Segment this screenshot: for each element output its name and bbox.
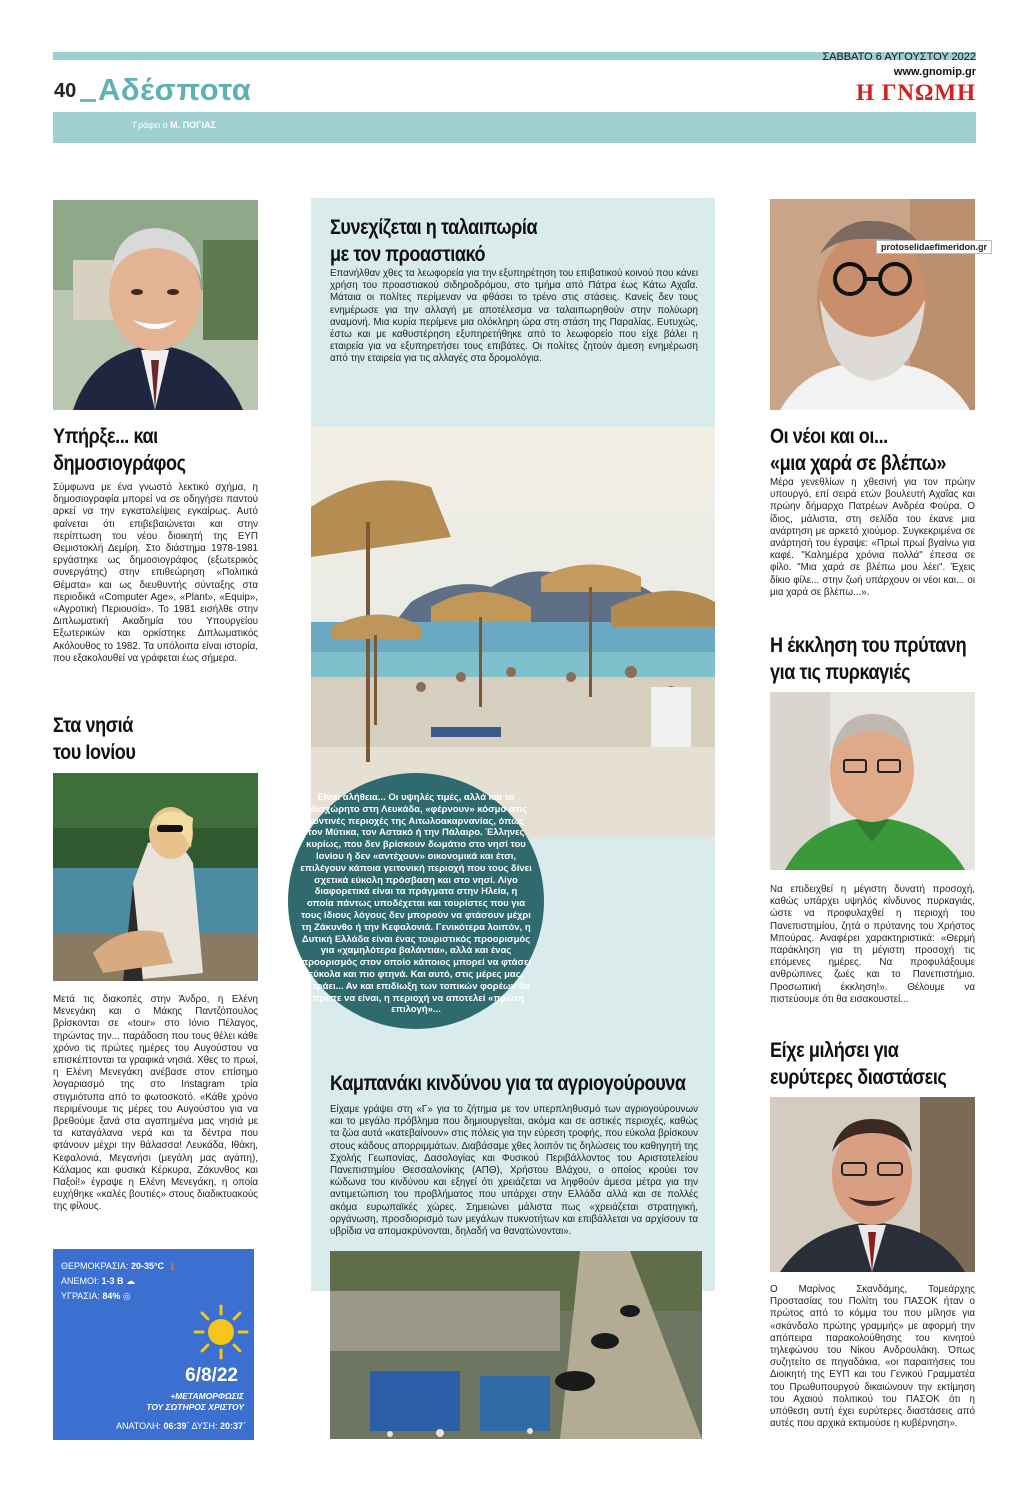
headline-demiris: Υπήρξε... και δημοσιογράφος [53, 425, 186, 475]
feast-day: +ΜΕΤΑΜΟΡΦΩΣΙΣ ΤΟΥ ΣΩΤΗΡΟΣ ΧΡΙΣΤΟΥ [146, 1391, 244, 1412]
weather-temp: ΘΕΡΜΟΚΡΑΣΙΑ: 20-35°C 🌡 [61, 1261, 179, 1271]
article-proastiakos-body: Επανήλθαν χθες τα λεωφορεία για την εξυπηρέτηση του επιβατικού κοινού που κάνει χρήση του προαστιακού σιδηροδρόμου, στο τμήμα από Πάτρα έως Κάτω Αχαΐα. Μάταια οι πολίτες περίμεναν να φθάσει το τρένο στις στάσεις. Κανείς δεν τους ενημέρωσε για την αλλαγή με αποτέλεσμα να ταλαιπωρηθούν στην πολύωρη αναμονή. Μια κυρία περίμενε μια ολόκληρη ώρα στη στάση της Παραλίας. Ευτυχώς, έστω και με καθυστέρηση εξυπηρετήθηκε από το λεωφορείο που είχε βάλει η εταιρεία για να εξυπηρετήσει τους επιβάτες. Οι πολίτες ζητούν άμεση ενημέρωση από την εταιρεία για τις αλλαγές στα δρομολόγια. [330, 268, 698, 365]
headline-skandamis: Είχε μιλήσει για ευρύτερες διαστάσεις [770, 1039, 947, 1089]
weather-humidity: ΥΓΡΑΣΙΑ: 84% ◎ [61, 1291, 131, 1301]
newspaper-logo: Η ΓΝΩΜΗ [856, 80, 976, 105]
quote-circle-text: Είναι αλήθεια... Οι υψηλές τιμές, αλλά και το αδιαχώρητο στη Λευκάδα, «φέρνουν» κόσμο στις κοντινές περιοχές της Αιτωλοακαρνανίας, όπως τον Μύτικα, τον Αστακό ή την Πάλαιρο. Έλληνες κυρίως, που δεν βρίσκουν δωμάτιο στο νησί του Ιονίου ή δεν «αντέχουν» οικονομικά και έτσι, επιλέγουν κάποια γειτονική περιοχή που τους δίνει σχετικά εύκολη πρόσβαση και στο νησί. Λίγο διαφορετικά είναι τα πράγματα στην Ηλεία, η οποία πάντως υποδέχεται και τουρίστες που για τους ίδιους λόγους δεν μπορούν να φτάσουν μέχρι τη Ζάκυνθο ή την Κεφαλονιά. Γενικότερα λοιπόν, η Δυτική Ελλάδα είναι ένας τουριστικός προορισμός για «χαμηλότερα βαλάντια», αλλά και ένας προορισμός στον οποίο κάποιος μπορεί να φτάσει εύκολα και πιο φτηνά. Και αυτό, στις μέρες μας, μετράει... Αν και επιδίωξη των τοπικών φορέων θα έπρεπε να είναι, η περιοχή να αποτελεί «πρώτη επιλογή»... [300, 792, 532, 1016]
source-watermark: protoselidaefimeridon.gr [876, 240, 992, 254]
sun-icon [193, 1304, 249, 1360]
photo-menegaki [53, 773, 258, 981]
photo-beach [311, 427, 715, 837]
page-number: 40 [54, 80, 77, 102]
byline [133, 120, 216, 130]
photo-wild-boars [330, 1251, 702, 1439]
headline-foura: Οι νέοι και οι... «μια χαρά σε βλέπω» [770, 425, 946, 475]
humidity-icon: ◎ [122, 1291, 131, 1301]
sun-times: ΑΝΑΤΟΛΗ: 06:39΄ ΔΥΣΗ: 20:37΄ [115, 1421, 246, 1431]
photo-skandamis [770, 1097, 975, 1272]
wind-icon: ☁ [126, 1276, 136, 1286]
article-skandamis-body: Ο Μαρίνος Σκανδάμης, Τομεάρχης Προστασίας του Πολίτη του ΠΑΣΟΚ ήταν ο πρώτος από το κόμμα του που μίλησε για «σκάνδαλο πρώτης γραμμής» με αφορμή την απόπειρα παρακολούθησης του κινητού τηλεφώνου του Νίκου Ανδρουλάκη. Όπως συζητείτο σε πηγαδάκια, «οι παραιτήσεις του Διοικητή της ΕΥΠ και του Γενικού Γραμματέα του Πρωθυπουργού δικαιώνουν την εκτίμηση του Αχαιού πολιτικού του ΠΑΣΟΚ ότι η υπόθεση αυτή έχει ευρύτερες διαστάσεις από αυτές που αρχικά εκτιμούσε η κυβέρνηση». [770, 1284, 975, 1430]
article-foura-body: Μέρα γενεθλίων η χθεσινή για τον πρώην υπουργό, επί σειρά ετών βουλευτή Αχαΐας και πρώην δήμαρχο Πατρέων Ανδρέα Φούρα. Ο ίδιος, μάλιστα, στη σελίδα του έκανε μια ανάρτηση με αρκετό χιούμορ. Συγκεκριμένα σε ανάρτησή του έγραψε: «Πρωί πρωί βγαίνω για καφέ. "Καλημέρα χρόνια πολλά" έπεσα σε φίλο. "Μια χαρά σε βλέπω μου λέει". Έχεις δίκιο φίλε... στην ζωή υπάρχουν οι νέοι και... οι μια χαρά σε βλέπω...». [770, 477, 975, 598]
photo-foura [770, 199, 975, 410]
weather-date: 6/8/22 [185, 1365, 238, 1386]
issue-date: ΣΑΒΒΑΤΟ 6 ΑΥΓΟΥΣΤΟΥ 2022 [822, 51, 976, 63]
article-demiris-body: Σύμφωνα με ένα γνωστό λεκτικό σχήμα, η δημοσιογραφία μπορεί να σε οδηγήσει παντού αρκεί να την εγκαταλείψεις εγκαίρως. Αυτό φαίνεται ότι επιβεβαιώνεται και στην περίπτωση του νέου διοικητή της ΕΥΠ Θεμιστοκλή Δεμίρη. Στο διάστημα 1978-1981 εργάστηκε ως δημοσιογράφος (εξωτερικός συνεργάτης) στην επιθεώρηση «Πολιτικά Θέματα» και ως διευθυντής σύνταξης στα περιοδικά «Computer Age», «Plant», «Equip», «Αγροτική Περιουσία». Το 1981 εισήλθε στην Διπλωματική Ακαδημία του Υπουργείου Εξωτερικών και ορκίστηκε Διπλωματικός Ακόλουθος το 1982. Τα υπόλοιπα είναι ιστορία, που εξακολουθεί να γράφεται έως σήμερα. [53, 482, 258, 664]
thermometer-icon: 🌡 [166, 1261, 179, 1271]
byline-prefix: Γράφει ο [133, 120, 168, 130]
headline-proastiakos: Συνεχίζεται η ταλαιπωρία με τον προαστιακό [330, 216, 538, 266]
photo-bouras [770, 692, 975, 870]
weather-wind: ΑΝΕΜΟΙ: 1-3 B ☁ [61, 1276, 136, 1286]
article-ionian-body: Μετά τις διακοπές στην Άνδρο, η Ελένη Μενεγάκη και ο Μάκης Παντζόπουλος βρίσκονται σε «tour» στο Ιόνιο Πέλαγος, τηρώντας την... παράδοση που τους θέλει κάθε χρόνο τις πρώτες ημέρες του Αυγούστου να επισκέπτονται τα γραφικά νησιά. Χθες το πρωί, η Ελένη Μενεγάκη ανέβασε στον επίσημο λογαριασμό της στο Instagram τρία στιγμιότυπα από το φωτοσκοτό. «Κάθε χρόνο περιμένουμε τις μέρες του Αυγούστου για να βρεθούμε ξανά στα αγαπημένα μας νησιά με τα καταγάλανα νερά και τα δέντρα που φτάνουν μέχρι την θάλασσα! Λευκάδα, Ιθάκη, Κεφαλονιά, Μεγανήσι (μεγάλη μας αγάπη), Κάλαμος και φυσικά Κέρκυρα, Ζάκυνθος και Παξοί!» έγραψε η Ελένη Μενεγάκη, η οποία ευχήθηκε «καλές βουτιές» στους διαδικτυακούς της φίλους. [53, 994, 258, 1213]
article-wild-boars-body: Είχαμε γράψει στη «Γ» για το ζήτημα με τον υπερπληθυσμό των αγριογούρουνων και το μεγάλο πρόβλημα που δημιουργείται, ακόμα και σε αστικές περιοχές, καθώς τα ζώα αυτά «κατεβαίνουν» στις πόλεις για την εύρεση τροφής, που εύκολα βρίσκουν στους κάδους απορριμμάτων. Διαβάσαμε χθες λοιπόν τις δηλώσεις του καθηγητή της Σχολής Γεωπονίας, Δασολογίας και Φυσικού Περιβάλλοντος του Αριστοτελείου Πανεπιστημίου Θεσσαλονίκης (ΑΠΘ), Χρήστου Βλάχου, ο οποίος κρούει τον κώδωνα του κινδύνου και εξηγεί ότι χρειάζεται να ληφθούν άμεσα μέτρα για την αντιμετώπιση του προβλήματος που υπάρχει στην Ελλάδα αλλά και σε πολλές ακόμα ευρωπαϊκές χώρες. Σημειώνει μάλιστα πως «χρειάζεται στρατηγική, οργάνωση, προσδιορισμό των μεγάλων πυκνοτήτων και επιβάλλεται να αρχίσουν τα υβρίδια να απομακρύνονται, δηλαδή να θανατώνονται». [330, 1104, 698, 1238]
headline-ionian-islands: Στα νησιά του Ιονίου [53, 714, 136, 764]
photo-demiris [53, 200, 258, 410]
byline-author: Μ. ΠΟΓΙΑΣ [170, 120, 216, 130]
headline-prytanis: Η έκκληση του πρύτανη για τις πυρκαγιές [770, 634, 967, 684]
headline-wild-boars: Καμπανάκι κινδύνου για τα αγριογούρουνα [330, 1072, 686, 1095]
article-prytanis-body: Να επιδειχθεί η μέγιστη δυνατή προσοχή, καθώς υπάρχει υψηλός κίνδυνος πυρκαγιάς, ώστε να προφυλαχθεί η περιοχή του Πανεπιστημίου, ζητά ο πρύτανης του Χρήστος Μπούρας. Αναφέρει χαρακτηριστικά: «Θερμή παράκληση για τη μέγιστη προσοχή τις επόμενες ημέρες. Να προφυλάξουμε ανθρώπινες ζωές και το Πανεπιστήμιο. Προσωπική έκκληση!». Θέλουμε να πιστεύουμε ότι θα εισακουστεί... [770, 884, 975, 1005]
section-title: Αδέσποτα [98, 72, 252, 107]
section-dash [80, 99, 96, 102]
website-link[interactable]: www.gnomip.gr [893, 66, 976, 78]
weather-box [53, 1249, 254, 1440]
